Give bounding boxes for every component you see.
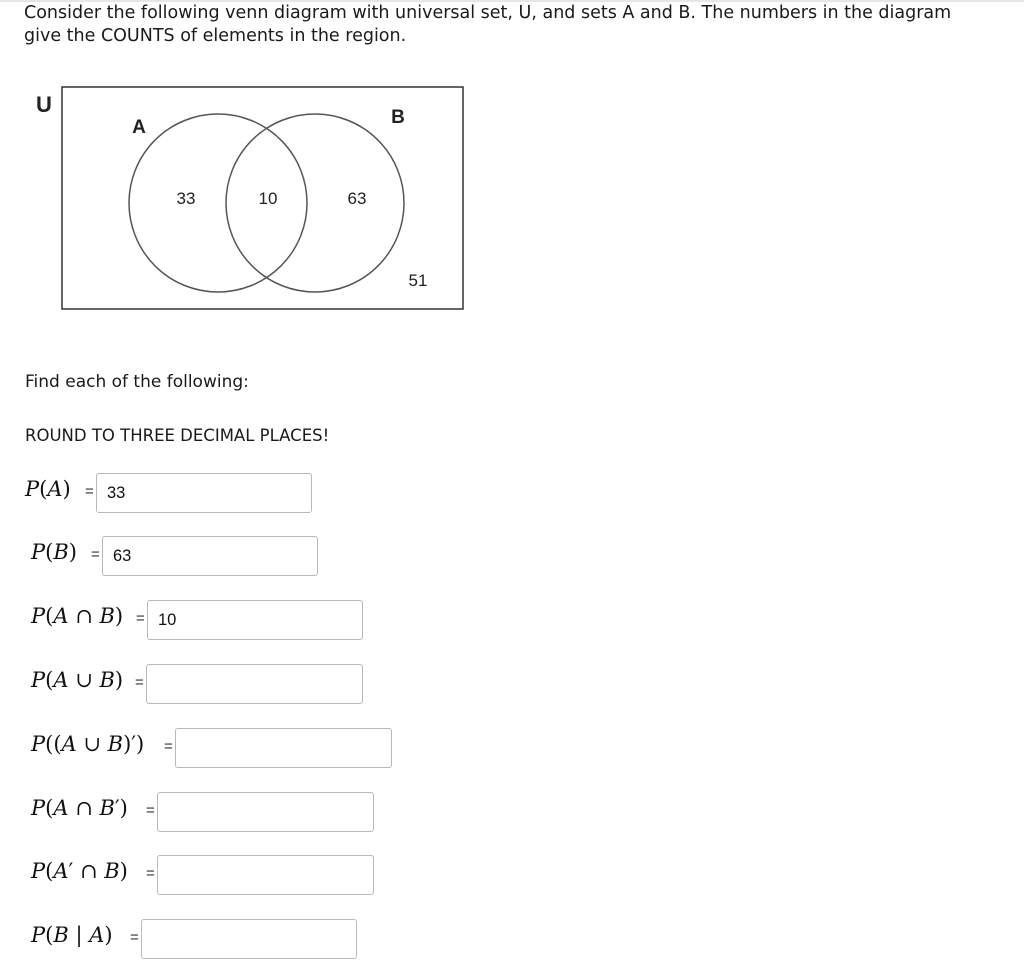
universal-set-label: U	[36, 92, 52, 117]
question-label: P(A ∩ B′)	[31, 796, 128, 820]
answer-input-p-a[interactable]	[96, 473, 312, 513]
equals-sign: =	[136, 610, 145, 627]
answer-input-p-not-a-or-b[interactable]	[175, 728, 392, 768]
equals-sign: =	[85, 483, 94, 500]
a-and-b-count: 10	[258, 189, 278, 208]
set-b-label: B	[391, 107, 405, 128]
question-label: P(A)	[25, 477, 71, 501]
answer-input-p-a-or-b[interactable]	[146, 664, 363, 704]
question-label: P(A′ ∩ B)	[31, 859, 128, 883]
problem-statement	[24, 2, 984, 48]
find-instruction: Find each of the following:	[25, 372, 249, 392]
answer-input-p-not-a-and-b[interactable]	[157, 855, 374, 895]
set-b-circle	[226, 114, 404, 292]
a-only-count: 33	[176, 189, 196, 208]
set-a-label: A	[132, 117, 146, 138]
b-only-count: 63	[347, 189, 367, 208]
answer-input-p-a-and-b[interactable]	[147, 600, 363, 640]
answer-input-p-a-and-not-b[interactable]	[157, 792, 374, 832]
equals-sign: =	[91, 546, 100, 563]
equals-sign: =	[146, 802, 155, 819]
venn-diagram	[0, 80, 480, 320]
equals-sign: =	[130, 929, 139, 946]
equals-sign: =	[146, 865, 155, 882]
problem-line-2: give the COUNTS of elements in the region.	[24, 26, 407, 46]
answer-input-p-b[interactable]	[102, 536, 318, 576]
equals-sign: =	[135, 674, 144, 691]
question-label: P(B | A)	[31, 923, 113, 947]
answer-input-p-b-given-a[interactable]	[141, 919, 357, 959]
set-a-circle	[129, 114, 307, 292]
equals-sign: =	[164, 738, 173, 755]
question-label: P((A ∪ B)′)	[31, 732, 145, 756]
problem-line-1: Consider the following venn diagram with universal set, U, and sets A and B. The numbers in the diagram	[24, 3, 952, 23]
question-label: P(B)	[31, 540, 77, 564]
question-label: P(A ∪ B)	[31, 668, 124, 692]
rounding-instruction: ROUND TO THREE DECIMAL PLACES!	[25, 426, 330, 445]
outside-count: 51	[408, 271, 428, 290]
question-label: P(A ∩ B)	[31, 604, 124, 628]
